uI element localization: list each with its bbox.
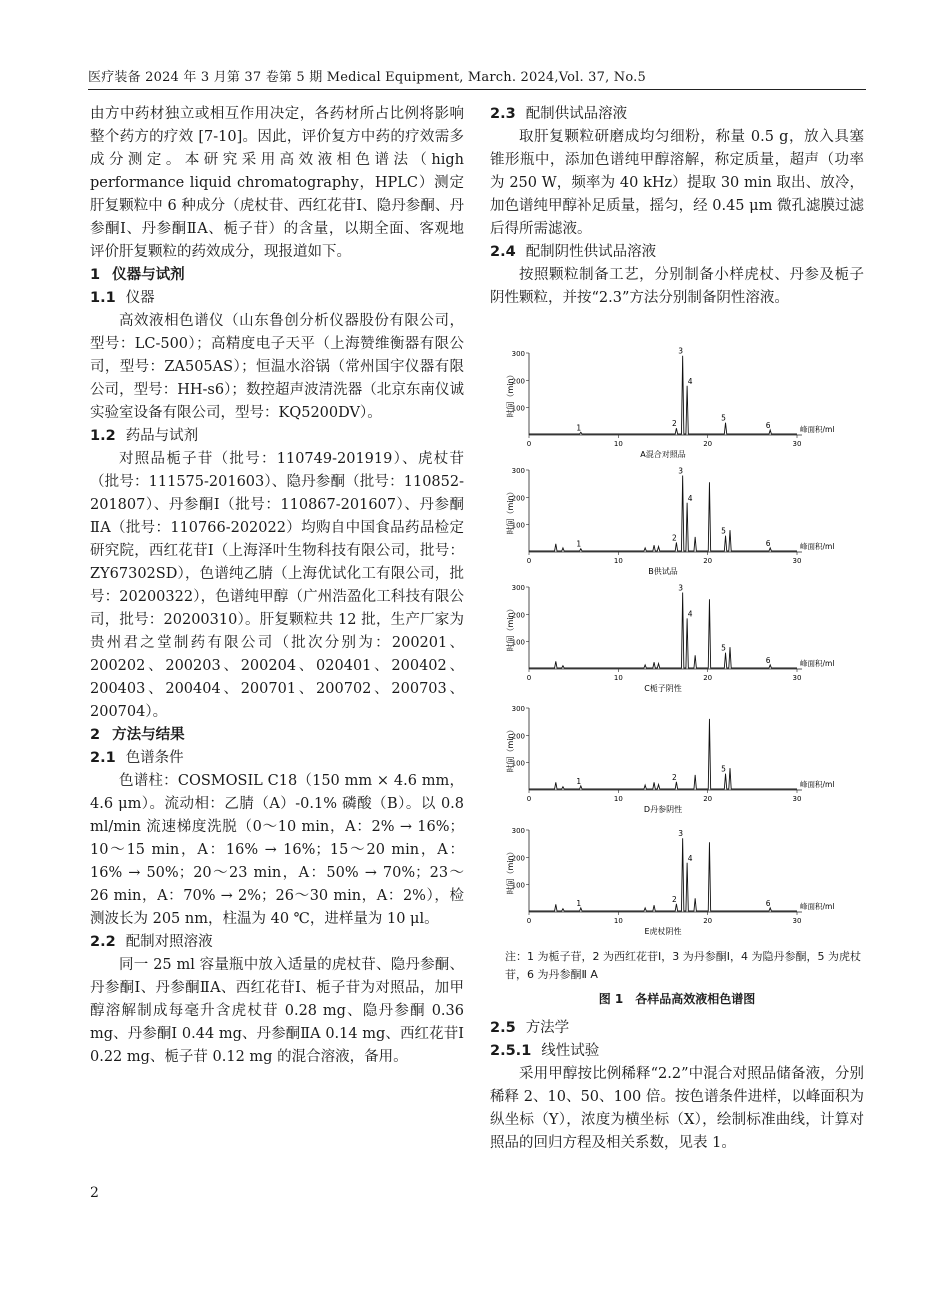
y-tick-label: 300 bbox=[511, 584, 525, 592]
y-tick-label: 200 bbox=[511, 494, 525, 503]
peak-label: 5 bbox=[721, 643, 726, 653]
chromatogram-trace bbox=[529, 356, 797, 434]
y-tick-label: 300 bbox=[511, 350, 525, 358]
y-tick-label: 200 bbox=[511, 377, 525, 386]
x-tick-label: 0 bbox=[526, 917, 532, 925]
peak-label: 6 bbox=[765, 538, 771, 548]
y-axis-label: 时间（min） bbox=[506, 725, 515, 773]
reagents-paragraph: 对照品栀子苷（批号：110749-201919）、虎杖苷（批号：111575-201603）、隐丹参酮（批号：110852-201807）、丹参酮Ⅰ（批号：110867-201607）、丹参酮ⅡA（批号：110766-202022）均购自中国食品药品检定研究院，西红花苷Ⅰ（上海泽叶生物科技有限公司，批号：ZY67302SD），色谱纯乙腈（上海优试化工有限公司，批号：20200322），色谱纯甲醇（广州浩盈化工科技有限公司，批号：20200310）。肝复颗粒共 12 批，生产厂家为贵州君之堂制药有限公司（批次分别为：200201、200202、200203、200204、020401、200402、200403、200404、200701、200702、200703、200704）。 bbox=[90, 451, 464, 720]
section-2-5-1-heading: 2.5.1 线性试验 bbox=[490, 1043, 600, 1059]
peak-label: 2 bbox=[672, 533, 677, 543]
peak-label: 1 bbox=[576, 423, 582, 433]
peak-label: 4 bbox=[687, 609, 693, 619]
chromatogram-trace bbox=[529, 475, 797, 551]
x-tick-label: 10 bbox=[613, 674, 623, 682]
section-2-heading: 2 方法与结果 bbox=[90, 727, 185, 743]
y-tick-label: 200 bbox=[511, 732, 525, 741]
chromatogram-e bbox=[505, 822, 865, 937]
peak-label: 6 bbox=[765, 898, 771, 908]
intro-paragraph: 由方中药材独立或相互作用决定，各药材所占比例将影响整个药方的疗效 [7-10]。因此，评价复方中药的疗效需多成分测定。本研究采用高效液相色谱法（high performance liquid chromatography，HPLC）测定肝复颗粒中 6 种成分（虎杖苷、西红花苷Ⅰ、隐丹参酮、丹参酮Ⅰ、丹参酮ⅡA、栀子苷）的含量，以期全面、客观地评价肝复颗粒的药效成分，现报道如下。 bbox=[90, 106, 464, 260]
peak-label: 6 bbox=[765, 655, 771, 665]
chart-title: C栀子阴性 bbox=[644, 684, 682, 693]
x-tick-label: 30 bbox=[792, 674, 802, 682]
chromatogram-a bbox=[505, 345, 865, 460]
x-tick-label: 10 bbox=[613, 440, 623, 448]
peak-label: 2 bbox=[672, 419, 677, 429]
y-tick-label: 100 bbox=[511, 759, 525, 768]
x-tick-label: 20 bbox=[703, 917, 713, 925]
peak-label: 1 bbox=[576, 539, 582, 549]
y-tick-label: 300 bbox=[511, 827, 525, 835]
y-tick-label: 100 bbox=[511, 881, 525, 890]
chart-title: A混合对照品 bbox=[640, 450, 686, 459]
chromatography-paragraph: 色谱柱：COSMOSIL C18（150 mm × 4.6 mm，4.6 μm）。流动相：乙腈（A）-0.1% 磷酸（B）。以 0.8 ml/min 流速梯度洗脱（0～10 min，A：2% → 16%；10～15 min，A：16% → 16%；15～20 min，A：16% → 50%；20～23 min，A：50% → 70%；23～26 min，A：70% → 2%；26～30 min，A：2%），检测波长为 205 nm，柱温为 40 ℃，进样量为 10 μl。 bbox=[90, 773, 464, 927]
section-1-1-heading: 1.1 仪器 bbox=[90, 290, 155, 306]
chart-title: D丹参阴性 bbox=[643, 805, 683, 814]
section-2-3-heading: 2.3 配制供试品溶液 bbox=[490, 106, 628, 122]
chart-title: E虎杖阴性 bbox=[644, 927, 682, 936]
y-tick-label: 300 bbox=[511, 467, 525, 475]
section-2-5-heading: 2.5 方法学 bbox=[490, 1020, 570, 1036]
y-axis-label: 时间（min） bbox=[506, 847, 515, 895]
peak-label: 3 bbox=[678, 346, 684, 356]
section-2-1-heading: 2.1 色谱条件 bbox=[90, 750, 184, 766]
x-tick-label: 30 bbox=[792, 557, 802, 565]
x-axis-label: 峰面积/ml bbox=[800, 902, 835, 911]
y-tick-label: 200 bbox=[511, 611, 525, 620]
x-tick-label: 20 bbox=[703, 557, 713, 565]
x-tick-label: 0 bbox=[526, 795, 532, 803]
chromatogram-trace bbox=[529, 592, 797, 668]
section-2-2-heading: 2.2 配制对照溶液 bbox=[90, 934, 213, 950]
y-tick-label: 100 bbox=[511, 638, 525, 647]
y-axis-label: 时间（min） bbox=[506, 604, 515, 652]
section-1-heading: 1 仪器与试剂 bbox=[90, 267, 185, 283]
x-tick-label: 30 bbox=[792, 440, 802, 448]
x-axis-label: 峰面积/ml bbox=[800, 659, 835, 668]
peak-label: 3 bbox=[678, 583, 684, 593]
right-column-lower bbox=[490, 1017, 864, 1155]
section-2-4-heading: 2.4 配制阴性供试品溶液 bbox=[490, 244, 657, 260]
reference-solution-paragraph: 同一 25 ml 容量瓶中放入适量的虎杖苷、隐丹参酮、丹参酮Ⅰ、丹参酮ⅡA、西红花苷Ⅰ、栀子苷为对照品，加甲醇溶解制成每毫升含虎杖苷 0.28 mg、隐丹参酮 0.36 mg、丹参酮Ⅰ 0.44 mg、丹参酮ⅡA 0.14 mg、西红花苷Ⅰ 0.22 mg、栀子苷 0.12 mg 的混合溶液，备用。 bbox=[90, 957, 464, 1065]
y-tick-label: 100 bbox=[511, 521, 525, 530]
peak-label: 5 bbox=[721, 764, 726, 774]
x-tick-label: 30 bbox=[792, 795, 802, 803]
peak-label: 5 bbox=[721, 413, 726, 423]
chromatogram-b bbox=[505, 462, 865, 577]
negative-solution-paragraph: 按照颗粒制备工艺，分别制备小样虎杖、丹参及栀子阴性颗粒，并按“2.3”方法分别制备阴性溶液。 bbox=[490, 267, 864, 306]
y-tick-label: 300 bbox=[511, 705, 525, 713]
figure-caption: 图 1 各样品高效液相色谱图 bbox=[598, 992, 756, 1006]
chromatogram-c bbox=[505, 579, 865, 694]
peak-label: 4 bbox=[687, 493, 693, 503]
header-rule bbox=[88, 89, 866, 90]
section-1-2-heading: 1.2 药品与试剂 bbox=[90, 428, 199, 444]
figure-note: 注：1 为栀子苷，2 为西红花苷Ⅰ，3 为丹参酮Ⅰ，4 为隐丹参酮，5 为虎杖苷，6 为丹参酮Ⅱ A bbox=[505, 950, 861, 981]
chromatogram-d bbox=[505, 700, 865, 815]
x-tick-label: 10 bbox=[613, 917, 623, 925]
x-tick-label: 10 bbox=[613, 557, 623, 565]
x-tick-label: 30 bbox=[792, 917, 802, 925]
left-column bbox=[90, 103, 464, 1069]
peak-label: 3 bbox=[678, 829, 684, 839]
y-tick-label: 200 bbox=[511, 854, 525, 863]
peak-label: 4 bbox=[687, 376, 693, 386]
page-number: 2 bbox=[90, 1185, 99, 1201]
y-axis-label: 时间（min） bbox=[506, 487, 515, 535]
x-axis-label: 峰面积/ml bbox=[800, 425, 835, 434]
peak-label: 1 bbox=[576, 776, 582, 786]
x-tick-label: 0 bbox=[526, 557, 532, 565]
y-axis-label: 时间（min） bbox=[506, 370, 515, 418]
running-header: 医疗装备 2024 年 3 月第 37 卷第 5 期 Medical Equipment, March. 2024,Vol. 37, No.5 bbox=[88, 70, 646, 85]
chromatogram-trace bbox=[529, 838, 797, 911]
peak-label: 3 bbox=[678, 466, 684, 476]
instruments-paragraph: 高效液相色谱仪（山东鲁创分析仪器股份有限公司，型号：LC-500）；高精度电子天平（上海赞维衡器有限公司，型号：ZA505AS）；恒温水浴锅（常州国宇仪器有限公司，型号：HH-s6）；数控超声波清洗器（北京东南仪诚实验室设备有限公司，型号：KQ5200DV）。 bbox=[90, 313, 464, 421]
x-tick-label: 20 bbox=[703, 795, 713, 803]
peak-label: 6 bbox=[765, 421, 771, 431]
peak-label: 2 bbox=[672, 894, 677, 904]
x-tick-label: 20 bbox=[703, 440, 713, 448]
x-axis-label: 峰面积/ml bbox=[800, 780, 835, 789]
chromatogram-trace bbox=[529, 719, 797, 789]
peak-label: 1 bbox=[576, 898, 582, 908]
peak-label: 2 bbox=[672, 772, 677, 782]
x-axis-label: 峰面积/ml bbox=[800, 542, 835, 551]
linearity-paragraph: 采用甲醇按比例稀释“2.2”中混合对照品储备液，分别稀释 2、10、50、100 倍。按色谱条件进样，以峰面积为纵坐标（Y），浓度为横坐标（X），绘制标准曲线，计算对照品的回归方程及相关系数，见表 1。 bbox=[490, 1066, 864, 1151]
chart-title: B供试品 bbox=[648, 567, 678, 576]
peak-label: 5 bbox=[721, 526, 726, 536]
x-tick-label: 0 bbox=[526, 440, 532, 448]
x-tick-label: 10 bbox=[613, 795, 623, 803]
peak-label: 4 bbox=[687, 853, 693, 863]
right-column bbox=[490, 103, 864, 310]
x-tick-label: 20 bbox=[703, 674, 713, 682]
y-tick-label: 100 bbox=[511, 404, 525, 413]
test-solution-paragraph: 取肝复颗粒研磨成均匀细粉，称量 0.5 g，放入具塞锥形瓶中，添加色谱纯甲醇溶解，称定质量，超声（功率为 250 W，频率为 40 kHz）提取 30 min 取出、放冷，加色谱纯甲醇补足质量，摇匀，经 0.45 μm 微孔滤膜过滤后得所需滤液。 bbox=[490, 129, 864, 237]
x-tick-label: 0 bbox=[526, 674, 532, 682]
